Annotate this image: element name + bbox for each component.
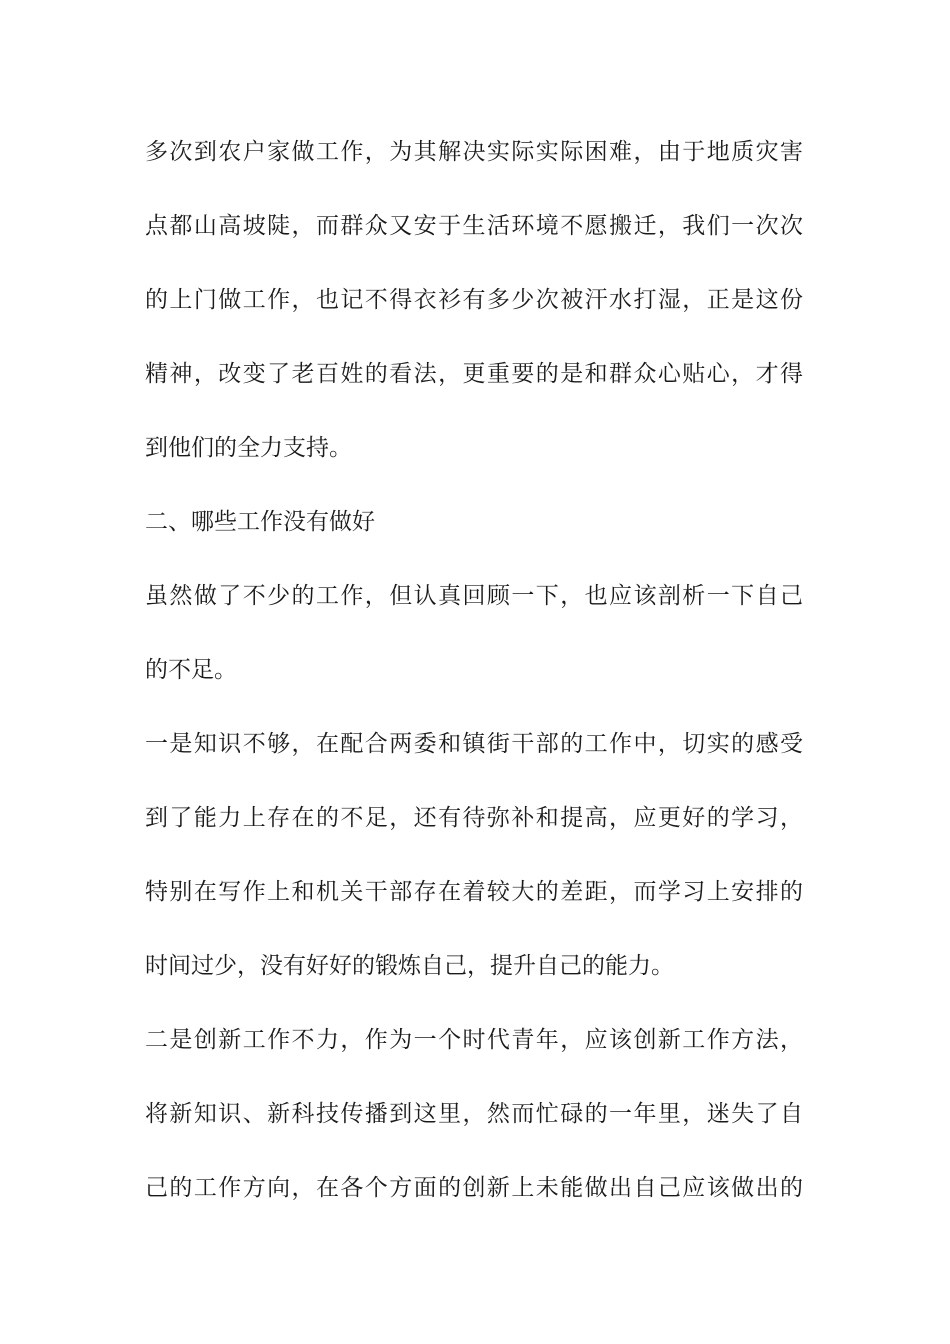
paragraph-line: 虽然做了不少的工作，但认真回顾一下，也应该剖析一下自己 xyxy=(145,583,803,609)
paragraph-line: 时间过少，没有好好的锻炼自己，提升自己的能力。 xyxy=(145,953,674,979)
paragraph-line: 到他们的全力支持。 xyxy=(145,435,352,461)
paragraph-line: 己的工作方向，在各个方面的创新上未能做出自己应该做出的 xyxy=(145,1175,803,1201)
paragraph-line: 一是知识不够，在配合两委和镇街干部的工作中，切实的感受 xyxy=(145,731,803,757)
paragraph-line: 将新知识、新科技传播到这里，然而忙碌的一年里，迷失了自 xyxy=(145,1101,803,1127)
paragraph-line: 的上门做工作，也记不得衣衫有多少次被汗水打湿，正是这份 xyxy=(145,287,803,313)
paragraph-line: 到了能力上存在的不足，还有待弥补和提高，应更好的学习， xyxy=(145,805,803,831)
paragraph-line: 的不足。 xyxy=(145,657,237,683)
section-heading: 二、哪些工作没有做好 xyxy=(145,509,375,535)
paragraph-line: 特别在写作上和机关干部存在着较大的差距，而学习上安排的 xyxy=(145,879,803,905)
paragraph-line: 点都山高坡陡，而群众又安于生活环境不愿搬迁，我们一次次 xyxy=(145,213,803,239)
paragraph-line: 精神，改变了老百姓的看法，更重要的是和群众心贴心，才得 xyxy=(145,361,803,387)
paragraph-line: 多次到农户家做工作，为其解决实际实际困难，由于地质灾害 xyxy=(145,139,803,165)
paragraph-line: 二是创新工作不力，作为一个时代青年，应该创新工作方法， xyxy=(145,1027,803,1053)
